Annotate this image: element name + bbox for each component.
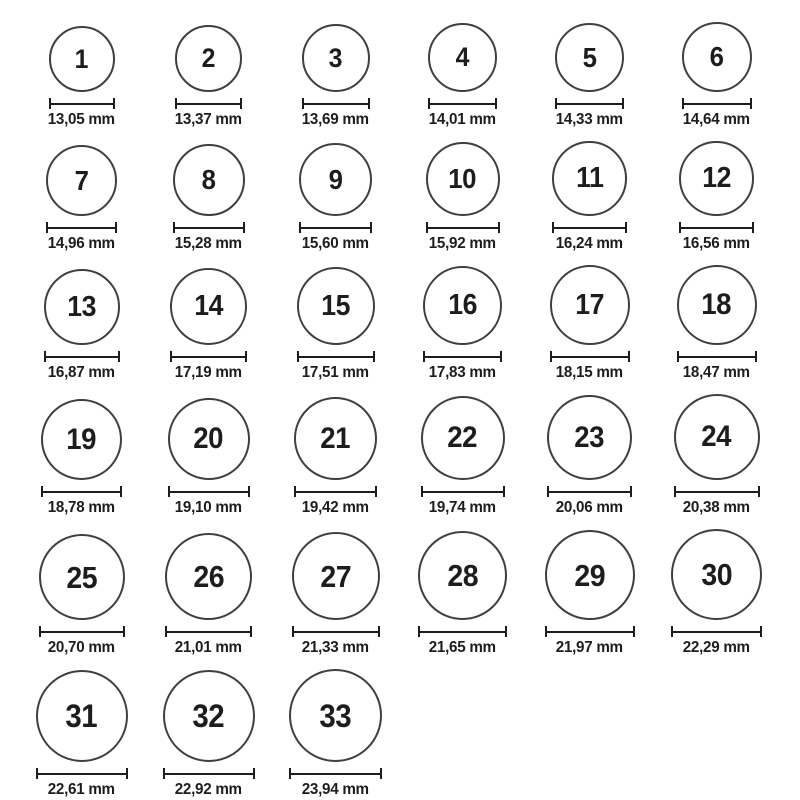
ring-size-number: 26 bbox=[193, 559, 224, 594]
ring-size-item bbox=[145, 268, 272, 382]
diameter-measure-line bbox=[421, 486, 505, 497]
diameter-label: 18,78 mm bbox=[47, 499, 116, 516]
ring-size-item bbox=[18, 670, 145, 799]
diameter-measure-line bbox=[165, 626, 252, 637]
diameter-label: 16,56 mm bbox=[682, 235, 751, 252]
diameter-measure-line bbox=[547, 486, 632, 497]
ring-size-number: 30 bbox=[701, 557, 732, 592]
ring-circle bbox=[294, 397, 377, 480]
diameter-label: 23,94 mm bbox=[301, 781, 370, 798]
diameter-label: 18,47 mm bbox=[682, 364, 751, 381]
ring-size-number: 9 bbox=[328, 163, 343, 195]
ring-size-item bbox=[526, 530, 653, 657]
diameter-label: 13,37 mm bbox=[174, 111, 243, 128]
ring-circle bbox=[170, 268, 247, 345]
diameter-measure-line bbox=[175, 98, 242, 109]
diameter-label: 22,61 mm bbox=[47, 781, 116, 798]
diameter-measure-line bbox=[289, 768, 382, 779]
ring-size-item bbox=[272, 267, 399, 382]
ring-size-number: 6 bbox=[709, 41, 724, 72]
ring-size-number: 12 bbox=[702, 162, 731, 194]
diameter-measure-line bbox=[294, 486, 377, 497]
ring-size-number: 8 bbox=[201, 164, 216, 195]
diameter-measure-line bbox=[163, 768, 255, 779]
ring-size-item bbox=[653, 394, 780, 517]
diameter-label: 19,10 mm bbox=[174, 499, 243, 516]
diameter-label: 22,29 mm bbox=[682, 639, 751, 656]
ring-circle bbox=[168, 398, 250, 480]
ring-circle bbox=[46, 145, 117, 216]
ring-circle bbox=[297, 267, 375, 345]
ring-size-item bbox=[653, 529, 780, 657]
diameter-label: 18,15 mm bbox=[555, 364, 624, 381]
ring-size-number: 17 bbox=[575, 288, 604, 321]
ring-size-number: 27 bbox=[320, 558, 351, 594]
ring-size-number: 20 bbox=[193, 422, 224, 455]
ring-size-row bbox=[18, 22, 782, 129]
ring-circle bbox=[674, 394, 760, 480]
ring-size-number: 5 bbox=[582, 41, 597, 73]
ring-size-item bbox=[399, 266, 526, 382]
ring-size-number: 33 bbox=[319, 697, 352, 734]
ring-size-item bbox=[653, 141, 780, 253]
ring-size-number: 28 bbox=[447, 558, 478, 593]
diameter-label: 14,96 mm bbox=[47, 235, 116, 252]
diameter-measure-line bbox=[41, 486, 122, 497]
ring-size-item bbox=[145, 533, 272, 657]
diameter-label: 20,70 mm bbox=[47, 639, 116, 656]
ring-size-number: 24 bbox=[701, 420, 732, 453]
ring-circle bbox=[165, 533, 252, 620]
ring-size-item bbox=[145, 144, 272, 253]
ring-size-item bbox=[272, 24, 399, 129]
ring-size-number: 32 bbox=[192, 698, 225, 734]
ring-size-item bbox=[18, 145, 145, 253]
diameter-measure-line bbox=[297, 351, 375, 362]
ring-size-number: 13 bbox=[67, 290, 96, 323]
ring-size-number: 2 bbox=[201, 43, 216, 73]
ring-size-item bbox=[526, 265, 653, 382]
diameter-measure-line bbox=[49, 98, 115, 109]
ring-size-item bbox=[18, 26, 145, 129]
diameter-label: 21,01 mm bbox=[174, 639, 243, 656]
diameter-label: 21,97 mm bbox=[555, 639, 624, 656]
ring-circle bbox=[677, 265, 757, 345]
ring-size-number: 22 bbox=[447, 421, 478, 454]
diameter-measure-line bbox=[168, 486, 250, 497]
diameter-measure-line bbox=[44, 351, 120, 362]
ring-size-number: 19 bbox=[66, 422, 97, 456]
ring-size-number: 25 bbox=[66, 559, 97, 595]
diameter-label: 17,83 mm bbox=[428, 364, 497, 381]
ring-circle bbox=[550, 265, 630, 345]
ring-size-number: 29 bbox=[574, 557, 605, 593]
diameter-label: 19,74 mm bbox=[428, 499, 497, 516]
ring-size-item bbox=[653, 265, 780, 382]
diameter-measure-line bbox=[545, 626, 635, 637]
diameter-measure-line bbox=[426, 222, 500, 233]
diameter-measure-line bbox=[423, 351, 502, 362]
diameter-label: 20,06 mm bbox=[555, 499, 624, 516]
diameter-label: 21,65 mm bbox=[428, 639, 497, 656]
ring-size-item bbox=[399, 23, 526, 129]
ring-circle bbox=[289, 669, 382, 762]
ring-size-item bbox=[526, 395, 653, 517]
diameter-measure-line bbox=[39, 626, 125, 637]
diameter-label: 14,33 mm bbox=[555, 111, 624, 128]
diameter-measure-line bbox=[36, 768, 128, 779]
ring-size-number: 16 bbox=[448, 289, 477, 321]
diameter-label: 16,87 mm bbox=[47, 364, 116, 381]
diameter-label: 20,38 mm bbox=[682, 499, 751, 516]
ring-size-item bbox=[272, 397, 399, 517]
ring-circle bbox=[36, 670, 128, 762]
diameter-measure-line bbox=[679, 222, 754, 233]
ring-circle bbox=[547, 395, 632, 480]
ring-size-item bbox=[272, 143, 399, 253]
diameter-measure-line bbox=[555, 98, 624, 109]
ring-size-item bbox=[399, 142, 526, 253]
diameter-measure-line bbox=[292, 626, 380, 637]
diameter-measure-line bbox=[418, 626, 507, 637]
diameter-label: 15,60 mm bbox=[301, 235, 370, 252]
ring-size-row bbox=[18, 669, 782, 799]
diameter-label: 14,01 mm bbox=[428, 111, 497, 128]
ring-circle bbox=[302, 24, 370, 92]
diameter-measure-line bbox=[46, 222, 117, 233]
ring-size-number: 11 bbox=[575, 162, 604, 194]
diameter-label: 17,51 mm bbox=[301, 364, 370, 381]
ring-size-number: 21 bbox=[320, 421, 351, 455]
ring-circle bbox=[545, 530, 635, 620]
ring-size-number: 31 bbox=[65, 698, 98, 734]
ring-size-number: 3 bbox=[328, 42, 343, 73]
diameter-label: 19,42 mm bbox=[301, 499, 370, 516]
ring-size-number: 23 bbox=[574, 420, 605, 454]
ring-size-number: 1 bbox=[74, 43, 89, 74]
ring-size-item bbox=[145, 670, 272, 799]
ring-circle bbox=[175, 25, 242, 92]
diameter-label: 21,33 mm bbox=[301, 639, 370, 656]
ring-size-item bbox=[399, 531, 526, 657]
ring-size-item bbox=[18, 269, 145, 382]
diameter-label: 15,28 mm bbox=[174, 235, 243, 252]
ring-circle bbox=[555, 23, 624, 92]
ring-size-item bbox=[18, 399, 145, 517]
ring-size-row bbox=[18, 529, 782, 657]
ring-circle bbox=[163, 670, 255, 762]
diameter-label: 16,24 mm bbox=[555, 235, 624, 252]
diameter-measure-line bbox=[674, 486, 760, 497]
ring-circle bbox=[39, 534, 125, 620]
ring-circle bbox=[428, 23, 497, 92]
ring-size-item bbox=[145, 398, 272, 517]
ring-size-item bbox=[272, 532, 399, 657]
ring-size-item bbox=[18, 534, 145, 657]
ring-circle bbox=[552, 141, 627, 216]
ring-size-item bbox=[145, 25, 272, 129]
diameter-label: 17,19 mm bbox=[174, 364, 243, 381]
ring-size-number: 4 bbox=[455, 42, 470, 72]
diameter-measure-line bbox=[550, 351, 630, 362]
ring-circle bbox=[418, 531, 507, 620]
diameter-measure-line bbox=[677, 351, 757, 362]
diameter-measure-line bbox=[671, 626, 762, 637]
ring-circle bbox=[173, 144, 245, 216]
diameter-measure-line bbox=[682, 98, 752, 109]
ring-size-item bbox=[272, 669, 399, 799]
ring-size-item bbox=[526, 23, 653, 129]
ring-size-row bbox=[18, 265, 782, 382]
diameter-measure-line bbox=[302, 98, 370, 109]
ring-circle bbox=[423, 266, 502, 345]
ring-size-row bbox=[18, 394, 782, 517]
diameter-label: 14,64 mm bbox=[682, 111, 751, 128]
diameter-measure-line bbox=[170, 351, 247, 362]
ring-size-number: 7 bbox=[74, 164, 89, 196]
ring-circle bbox=[421, 396, 505, 480]
ring-size-number: 15 bbox=[321, 289, 350, 322]
diameter-measure-line bbox=[173, 222, 245, 233]
ring-circle bbox=[682, 22, 752, 92]
ring-circle bbox=[41, 399, 122, 480]
ring-size-item bbox=[653, 22, 780, 129]
diameter-measure-line bbox=[299, 222, 372, 233]
diameter-label: 15,92 mm bbox=[428, 235, 497, 252]
ring-circle bbox=[299, 143, 372, 216]
diameter-label: 13,05 mm bbox=[47, 111, 116, 128]
ring-size-number: 14 bbox=[194, 290, 223, 322]
diameter-measure-line bbox=[428, 98, 497, 109]
ring-size-item bbox=[526, 141, 653, 253]
ring-size-row bbox=[18, 141, 782, 253]
ring-size-number: 10 bbox=[448, 163, 477, 194]
diameter-measure-line bbox=[552, 222, 627, 233]
ring-circle bbox=[679, 141, 754, 216]
ring-circle bbox=[49, 26, 115, 92]
ring-circle bbox=[292, 532, 380, 620]
diameter-label: 22,92 mm bbox=[174, 781, 243, 798]
diameter-label: 13,69 mm bbox=[301, 111, 370, 128]
ring-circle bbox=[426, 142, 500, 216]
ring-size-number: 18 bbox=[701, 288, 732, 321]
ring-circle bbox=[671, 529, 762, 620]
ring-circle bbox=[44, 269, 120, 345]
ring-size-item bbox=[399, 396, 526, 517]
